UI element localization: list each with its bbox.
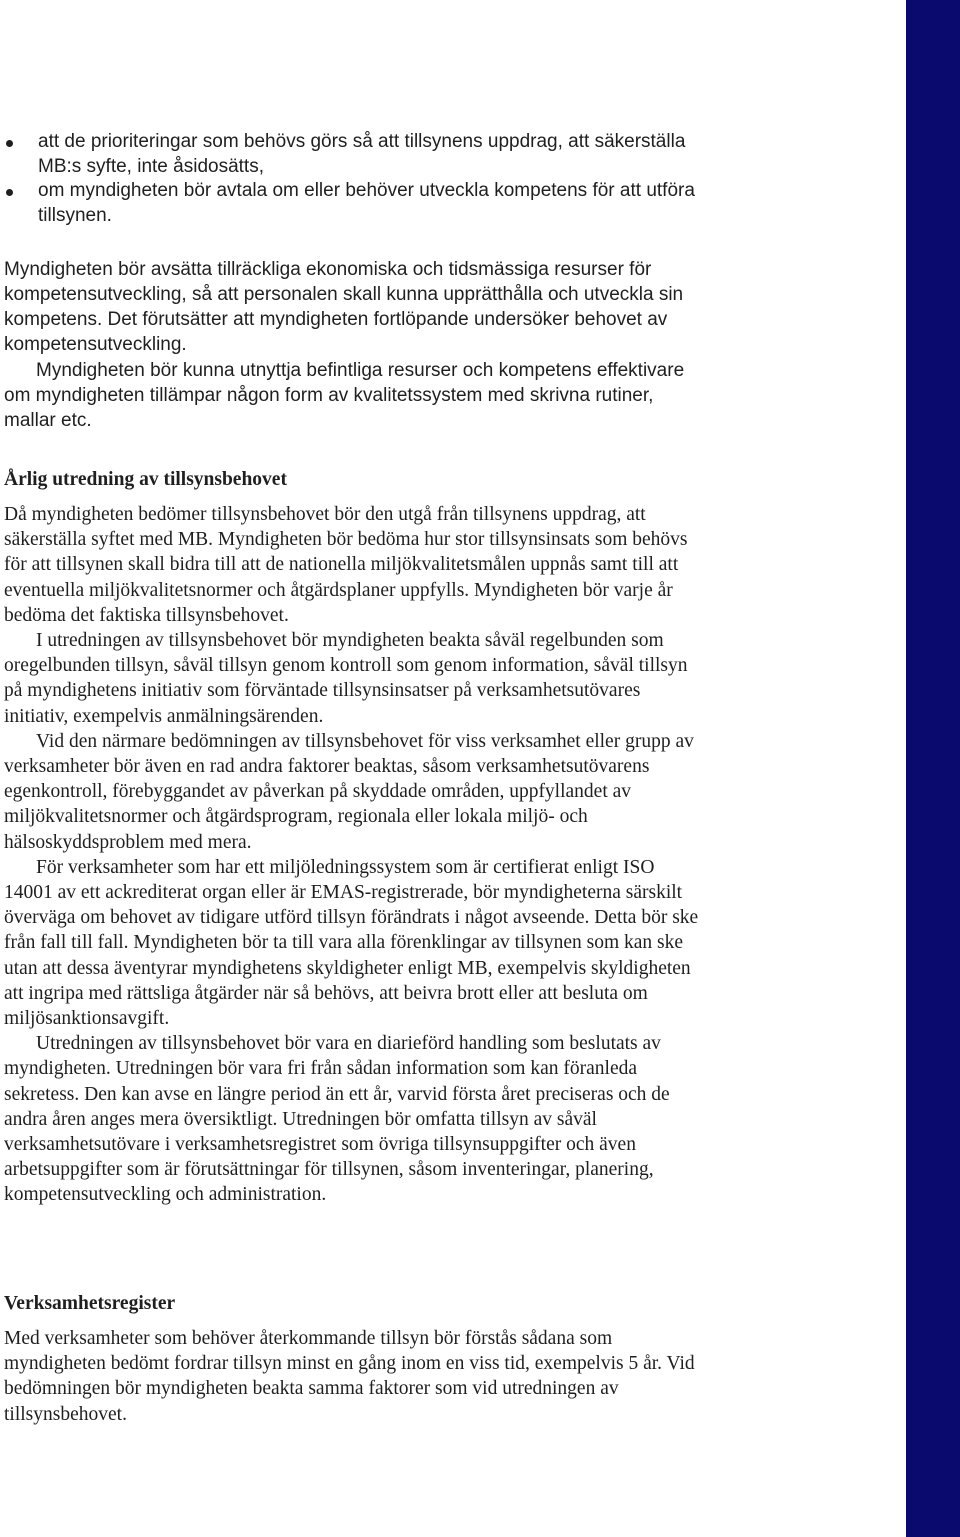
list-item-text: om myndigheten bör avtala om eller behöver utveckla kompetens för att utföra tillsynen. [38, 180, 695, 226]
bullet-icon [6, 140, 13, 147]
paragraph: Vid den närmare bedömningen av tillsynsbehovet för viss verksamhet eller grupp av verksamheter bör även en rad andra faktorer beaktas, såsom verksamhetsutövarens egenkontroll, förebyggandet av påverkan på skyddade områden, uppfyllandet av miljökvalitetsnormer och åtgärdsprogram, regionala eller lokala miljö- och hälsoskyddsproblem med mera. [4, 730, 694, 853]
bullet-list [4, 130, 704, 228]
paragraph: I utredningen av tillsynsbehovet bör myndigheten beakta såväl regelbunden som oregelbunden tillsyn, såväl tillsyn genom kontroll som genom information, såväl tillsyn på myndighetens initiativ som förväntade tillsynsinsatser på verksamhetsutövares initiativ, exempelvis anmälningsärenden. [4, 630, 688, 727]
list-item [4, 130, 704, 179]
paragraph: Utredningen av tillsynsbehovet bör vara en diarieförd handling som beslutats av myndigheten. Utredningen bör vara fri från sådan information som kan föranleda sekretess. Den kan avse en längre period än ett år, varvid första året preciseras och de andra åren anges mera översiktligt. Utredningen bör omfatta tillsyn av såväl verksamhetsutövare i verksamhetsregistret som övriga tillsynsuppgifter och även arbetsuppgifter som är förutsättningar för tillsynen, såsom inventeringar, planering, kompetensutveckling och administration. [4, 1033, 670, 1206]
list-item-text: att de prioriteringar som behövs görs så att tillsynens uppdrag, att säkerställa MB:s syfte, inte åsidosätts, [38, 131, 686, 177]
page-edge-bar [906, 0, 960, 1537]
paragraph: Då myndigheten bedömer tillsynsbehovet bör den utgå från tillsynens uppdrag, att säkerställa syftet med MB. Myndigheten bör bedöma hur stor tillsynsinsats som behövs för att tillsynen skall bidra till att de nationella miljökvalitetsmålen uppnås samt till att eventuella miljökvalitetsnormer och åtgärdsplaner uppfylls. Myndigheten bör varje år bedöma det faktiska tillsynsbehovet. [4, 504, 688, 626]
paragraph: Med verksamheter som behöver återkommande tillsyn bör förstås sådana som myndigheten bedömt fordrar tillsyn minst en gång inom en viss tid, exempelvis 5 år. Vid bedömningen bör myndigheten beakta samma faktorer som vid utredningen av tillsynsbehovet. [4, 1328, 695, 1425]
section-heading-annual-assessment: Årlig utredning av tillsynsbehovet [4, 469, 287, 490]
bullet-icon [6, 189, 13, 196]
paragraph: För verksamheter som har ett miljöledningssystem som är certifierat enligt ISO 14001 av ett ackrediterat organ eller är EMAS-registrerade, bör myndigheterna särskilt överväga om behovet av tidigare utförd tillsyn förändrats i något avseende. Detta bör ske från fall till fall. Myndigheten bör ta till vara alla förenklingar av tillsynen som kan ske utan att dessa äventyrar myndighetens skyldigheter enligt MB, exempelvis skyldigheten att ingripa med rättsliga åtgärder när så behövs, att beivra brott eller att besluta om miljösanktionsavgift. [4, 856, 699, 1030]
register-body [4, 1326, 704, 1427]
competence-paragraph-2: Myndigheten bör kunna utnyttja befintliga resurser och kompetens effektivare om myndigheten tillämpar någon form av kvalitetssystem med skrivna rutiner, mallar etc. [4, 360, 685, 431]
list-item [4, 179, 704, 228]
competence-paragraph-1: Myndigheten bör avsätta tillräckliga ekonomiska och tidsmässiga resurser för kompetensutveckling, så att personalen skall kunna upprätthålla och utveckla sin kompetens. Det förutsätter att myndigheten fortlöpande undersöker behovet av kompetensutveckling. [4, 259, 684, 355]
annual-assessment-body [4, 502, 704, 1208]
section-heading-register: Verksamhetsregister [4, 1293, 176, 1314]
